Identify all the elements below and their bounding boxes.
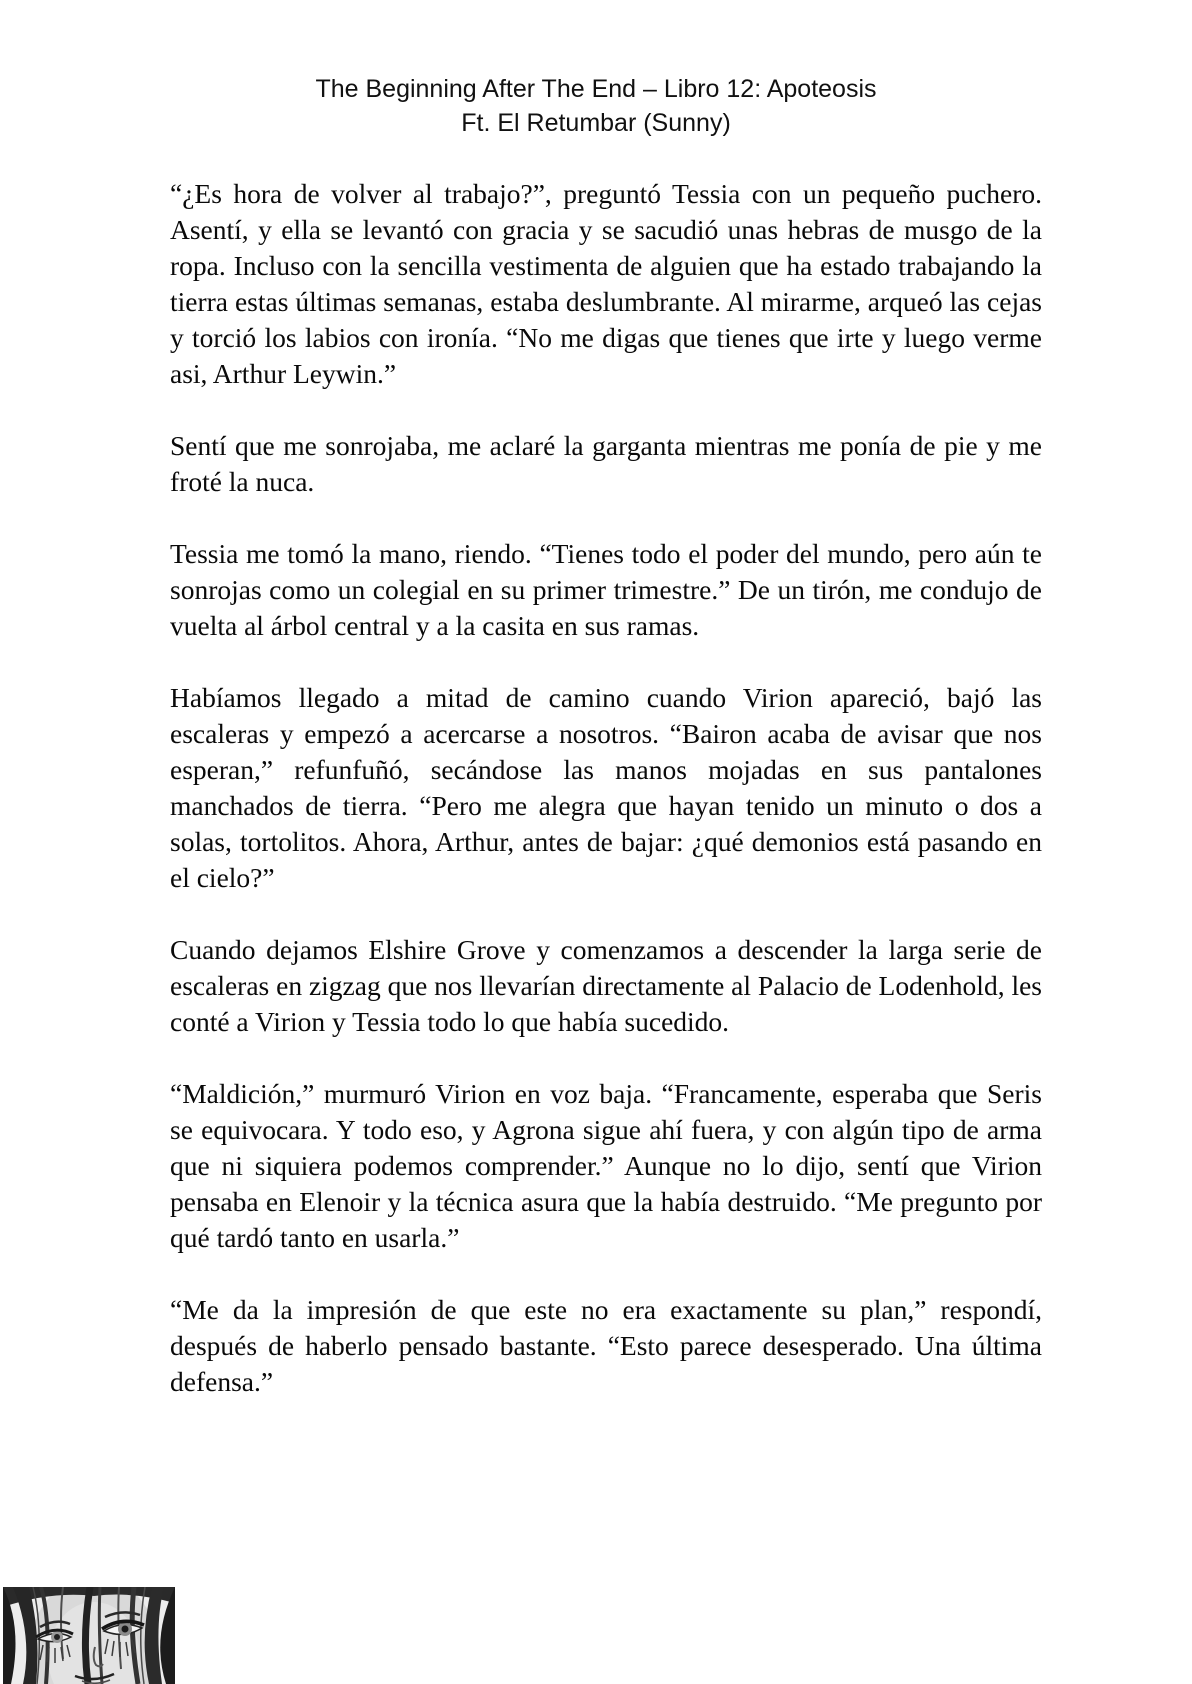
paragraph-3: Tessia me tomó la mano, riendo. “Tienes todo el poder del mundo, pero aún te sonrojas como un colegial en su primer trimestre.” De un tirón, me condujo de vuelta al árbol central y a la casita en sus ramas.: [170, 538, 1042, 641]
manga-face-image: [3, 1587, 175, 1684]
document-title-line-1: The Beginning After The End – Libro 12: Apoteosis: [315, 75, 877, 103]
document-title-line-2: Ft. El Retumbar (Sunny): [461, 109, 731, 137]
paragraph-1: “¿Es hora de volver al trabajo?”, preguntó Tessia con un pequeño puchero. Asentí, y ella se levantó con gracia y se sacudió unas hebras de musgo de la ropa. Incluso con la sencilla vestimenta de alguien que ha estado trabajando la tierra estas últimas semanas, estaba deslumbrante. Al mirarme, arqueó las cejas y torció los labios con ironía. “No me digas que tienes que irte y luego verme asi, Arthur Leywin.”: [170, 178, 1042, 389]
paragraph-7: “Me da la impresión de que este no era exactamente su plan,” respondí, después de haberlo pensado bastante. “Esto parece desesperado. Una última defensa.”: [170, 1294, 1042, 1397]
paragraph-6: “Maldición,” murmuró Virion en voz baja. “Francamente, esperaba que Seris se equivocara. Y todo eso, y Agrona sigue ahí fuera, y con algún tipo de arma que ni siquiera podemos comprender.” Aunque no lo dijo, sentí que Virion pensaba en Elenoir y la técnica asura que la había destruido. “Me pregunto por qué tardó tanto en usarla.”: [170, 1078, 1042, 1253]
paragraph-4: Habíamos llegado a mitad de camino cuando Virion apareció, bajó las escaleras y empezó a acercarse a nosotros. “Bairon acaba de avisar que nos esperan,” refunfuñó, secándose las manos mojadas en sus pantalones manchados de tierra. “Pero me alegra que hayan tenido un minuto o dos a solas, tortolitos. Ahora, Arthur, antes de bajar: ¿qué demonios está pasando en el cielo?”: [170, 682, 1042, 893]
manga-face-illustration: [3, 1587, 175, 1684]
paragraph-2: Sentí que me sonrojaba, me aclaré la garganta mientras me ponía de pie y me froté la nuca.: [170, 430, 1042, 497]
document-header: [0, 0, 1192, 140]
document-body: [170, 176, 1042, 1400]
paragraph-5: Cuando dejamos Elshire Grove y comenzamos a descender la larga serie de escaleras en zigzag que nos llevarían directamente al Palacio de Lodenhold, les conté a Virion y Tessia todo lo que había sucedido.: [170, 934, 1042, 1037]
